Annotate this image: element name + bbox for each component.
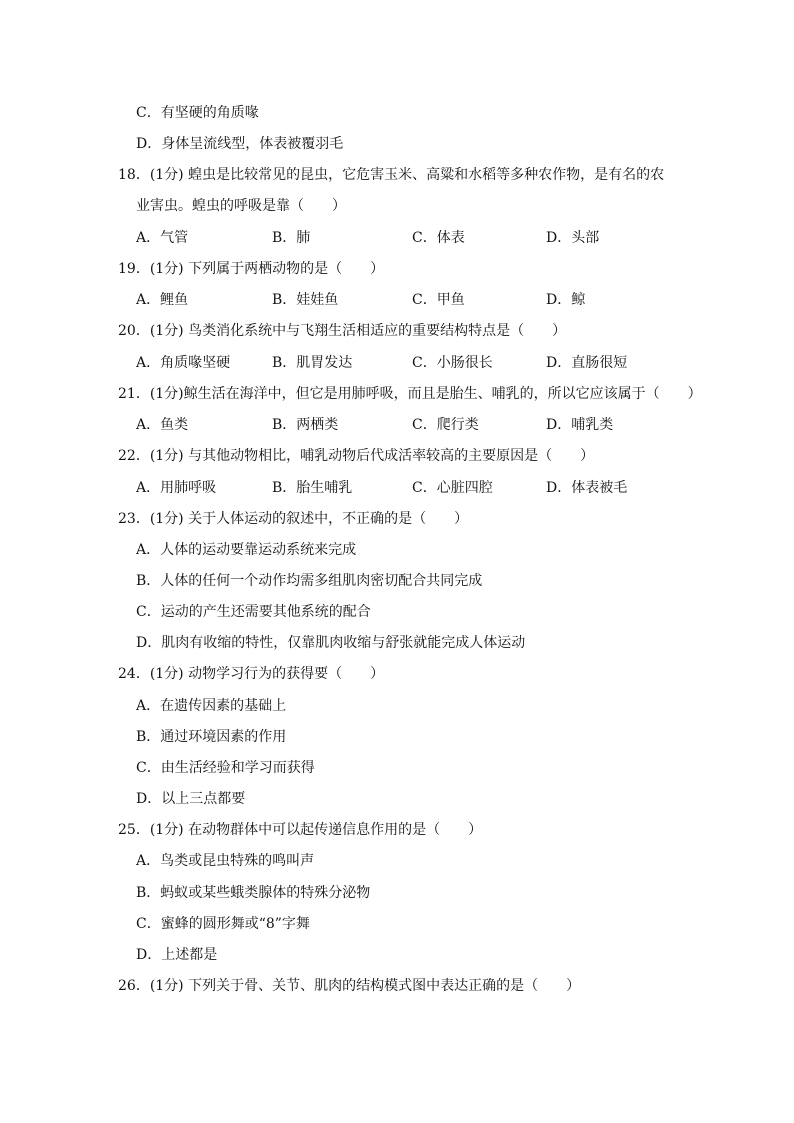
q20-option-c: C．小肠很长 (412, 355, 493, 371)
q19-option-c: C．甲鱼 (412, 292, 465, 308)
q23-option-c: C．运动的产生还需要其他系统的配合 (136, 604, 371, 620)
q17-option-d: D．身体呈流线型，体表被覆羽毛 (136, 136, 344, 152)
q21-option-c: C．爬行类 (412, 417, 479, 433)
q26-stem: 26．(1分) 下列关于骨、关节、肌肉的结构模式图中表达正确的是（ ） (118, 978, 581, 994)
q20-option-d: D．直肠很短 (546, 355, 628, 371)
q18-stem-cont: 业害虫。蝗虫的呼吸是靠（ ） (136, 198, 346, 214)
q18-option-c: C．体表 (412, 230, 465, 246)
q25-stem: 25．(1分) 在动物群体中可以起传递信息作用的是（ ） (118, 822, 483, 838)
q23-option-a: A．人体的运动要靠运动系统来完成 (136, 542, 357, 558)
q18-option-b: B．肺 (272, 230, 311, 246)
q19-option-d: D．鲸 (546, 292, 586, 308)
q25-option-b: B．蚂蚁或某些蛾类腺体的特殊分泌物 (136, 885, 371, 901)
q18-option-a: A．气管 (136, 230, 189, 246)
q21-option-b: B．两栖类 (272, 417, 339, 433)
q19-option-a: A．鲤鱼 (136, 292, 189, 308)
q24-option-b: B．通过环境因素的作用 (136, 729, 287, 745)
q17-option-c: C．有坚硬的角质喙 (136, 105, 259, 121)
q19-stem: 19．(1分) 下列属于两栖动物的是（ ） (118, 261, 385, 277)
q25-option-c: C．蜜蜂的圆形舞或“8”字舞 (136, 916, 310, 932)
q25-option-d: D．上述都是 (136, 947, 218, 963)
q22-option-d: D．体表被毛 (546, 480, 628, 496)
q21-option-a: A．鱼类 (136, 417, 189, 433)
q22-stem: 22．(1分) 与其他动物相比，哺乳动物后代成活率较高的主要原因是（ ） (118, 448, 595, 464)
q21-stem: 21．(1分)鲸生活在海洋中，但它是用肺呼吸，而且是胎生、哺乳的，所以它应该属于（ ） (118, 386, 702, 402)
q22-option-b: B．胎生哺乳 (272, 480, 353, 496)
q24-option-d: D．以上三点都要 (136, 791, 246, 807)
q20-option-a: A．角质喙坚硬 (136, 355, 231, 371)
q22-option-c: C．心脏四腔 (412, 480, 493, 496)
q21-option-d: D．哺乳类 (546, 417, 614, 433)
q20-stem: 20．(1分) 鸟类消化系统中与飞翔生活相适应的重要结构特点是（ ） (118, 323, 567, 339)
q25-option-a: A．鸟类或昆虫特殊的鸣叫声 (136, 853, 315, 869)
q24-option-c: C．由生活经验和学习而获得 (136, 760, 315, 776)
q23-stem: 23．(1分) 关于人体运动的叙述中，不正确的是（ ） (118, 511, 469, 527)
q23-option-d: D．肌肉有收缩的特性，仅靠肌肉收缩与舒张就能完成人体运动 (136, 635, 526, 651)
q19-option-b: B．娃娃鱼 (272, 292, 339, 308)
q24-option-a: A．在遗传因素的基础上 (136, 698, 287, 714)
q24-stem: 24．(1分) 动物学习行为的获得要（ ） (118, 666, 385, 682)
q18-option-d: D．头部 (546, 230, 600, 246)
q22-option-a: A．用肺呼吸 (136, 480, 217, 496)
q23-option-b: B．人体的任何一个动作均需多组肌肉密切配合共同完成 (136, 573, 483, 589)
q18-stem: 18．(1分) 蝗虫是比较常见的昆虫，它危害玉米、高粱和水稻等多种农作物，是有名的农 (118, 167, 665, 183)
q20-option-b: B．肌胃发达 (272, 355, 353, 371)
